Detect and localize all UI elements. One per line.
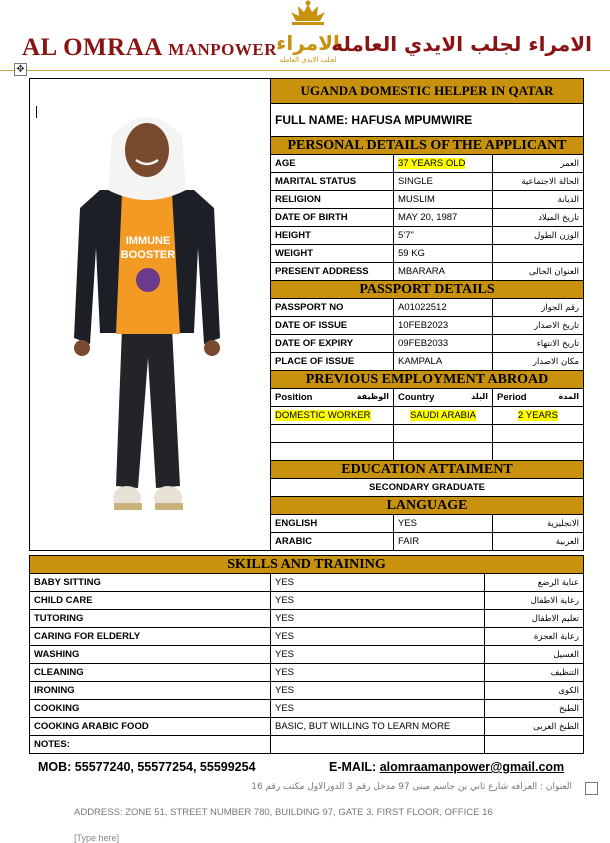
personal-label-ar: العمر [493, 155, 584, 173]
country-value: SAUDI ARABIA [410, 410, 476, 421]
skill-value: BASIC, BUT WILLING TO LEARN MORE [271, 718, 485, 736]
language-value: YES [394, 515, 493, 533]
personal-value: MBARARA [394, 263, 493, 281]
col-country-header [394, 389, 493, 407]
skill-row [30, 628, 584, 646]
personal-value: 59 KG [394, 245, 493, 263]
personal-section-title: PERSONAL DETAILS OF THE APPLICANT [271, 137, 584, 155]
skill-row [30, 664, 584, 682]
table-move-handle-icon[interactable]: ✥ [14, 63, 27, 76]
personal-label-ar: الوزن الطول [493, 227, 584, 245]
employment-position [271, 407, 394, 425]
skill-row [30, 646, 584, 664]
skill-value: YES [271, 646, 485, 664]
col-country-label: Country [398, 392, 435, 403]
skills-table [29, 555, 584, 754]
passport-label-ar: تاريخ الاصدار [493, 317, 584, 335]
passport-label: DATE OF EXPIRY [271, 335, 394, 353]
brand-name-en [22, 34, 277, 62]
skill-label: BABY SITTING [30, 574, 271, 592]
employment-country [394, 407, 493, 425]
skill-row [30, 574, 584, 592]
col-position-label-ar: الوظيفة [356, 392, 389, 401]
skill-row [30, 682, 584, 700]
employment-section-title: PREVIOUS EMPLOYMENT ABROAD [271, 371, 584, 389]
personal-value: 5’7” [394, 227, 493, 245]
language-label-ar: العربية [493, 533, 584, 551]
email-label: E-MAIL: [329, 760, 377, 774]
skill-label-ar: الكوى [485, 682, 584, 700]
notes-value [271, 736, 485, 754]
full-name: FULL NAME: HAFUSA MPUMWIRE [271, 104, 584, 137]
passport-label-ar: رقم الجواز [493, 299, 584, 317]
skill-label: CLEANING [30, 664, 271, 682]
position-value: DOMESTIC WORKER [275, 410, 371, 421]
education-section-title: EDUCATION ATTAIMENT [271, 461, 584, 479]
logo-text: الامراء [276, 31, 340, 55]
personal-value: MAY 20, 1987 [394, 209, 493, 227]
language-label: ARABIC [271, 533, 394, 551]
applicant-photo [30, 98, 268, 538]
language-value: FAIR [394, 533, 493, 551]
shirt-text-2: BOOSTER [120, 249, 176, 261]
passport-value: 10FEB2023 [394, 317, 493, 335]
passport-label: PLACE OF ISSUE [271, 353, 394, 371]
skill-label: COOKING ARABIC FOOD [30, 718, 271, 736]
skill-value: YES [271, 664, 485, 682]
address-ar: العنوان : العرافه شارع ثاني بن جاسم مبنى 97 مدخل رقم 3 الدورالاول مكتب رقم 16 [251, 782, 572, 792]
notes-label: NOTES: [30, 736, 271, 754]
skill-label-ar: رعاية الاطفال [485, 592, 584, 610]
footer-checkbox[interactable] [585, 782, 598, 795]
passport-value: A01022512 [394, 299, 493, 317]
skill-label-ar: الغسيل [485, 646, 584, 664]
phone-numbers: MOB: 55577240, 55577254, 55599254 [38, 760, 256, 774]
skill-value: YES [271, 574, 485, 592]
col-period-label: Period [497, 392, 527, 403]
skill-row [30, 736, 584, 754]
col-position-header [271, 389, 394, 407]
skill-label-ar: رعاية العجزة [485, 628, 584, 646]
personal-value [394, 155, 493, 173]
email-link[interactable]: alomraamanpower@gmail.com [379, 760, 565, 774]
personal-label-ar: الحالة الاجتماعية [493, 173, 584, 191]
skill-label: CARING FOR ELDERLY [30, 628, 271, 646]
passport-label: DATE OF ISSUE [271, 317, 394, 335]
brand-name-ar: الامراء لجلب الايدي العامله [331, 32, 592, 56]
skill-label: COOKING [30, 700, 271, 718]
language-label-ar: الانجليزية [493, 515, 584, 533]
personal-label-ar [493, 245, 584, 263]
passport-value: 09FEB2033 [394, 335, 493, 353]
passport-value: KAMPALA [394, 353, 493, 371]
skill-label-ar: عناية الرضع [485, 574, 584, 592]
col-country-label-ar: البلد [471, 392, 488, 401]
address-en: ADDRESS: ZONE 51, STREET NUMBER 780, BUILDING 97, GATE 3, FIRST FLOOR, OFFICE 16 [74, 807, 493, 818]
language-section-title: LANGUAGE [271, 497, 584, 515]
language-label: ENGLISH [271, 515, 394, 533]
shirt-text-1: IMMUNE [125, 235, 171, 247]
header-divider [0, 70, 610, 71]
skill-label: IRONING [30, 682, 271, 700]
passport-section-title: PASSPORT DETAILS [271, 281, 584, 299]
personal-label: DATE OF BIRTH [271, 209, 394, 227]
brand-name-en-sub: MANPOWER [168, 40, 278, 59]
period-value: 2 YEARS [518, 410, 558, 421]
logo-subtext: لجلب الايدي العامله [279, 56, 337, 64]
skill-value: YES [271, 628, 485, 646]
brand-name-en-main: AL OMRAA [22, 34, 162, 61]
personal-value: MUSLIM [394, 191, 493, 209]
skill-label: CHILD CARE [30, 592, 271, 610]
passport-label-ar: تاريخ الانتهاء [493, 335, 584, 353]
personal-label: MARITAL STATUS [271, 173, 394, 191]
personal-label: AGE [271, 155, 394, 173]
col-period-label-ar: المدة [558, 392, 580, 401]
email-line [329, 760, 564, 774]
skill-value: YES [271, 592, 485, 610]
personal-value: SINGLE [394, 173, 493, 191]
education-value: SECONDARY GRADUATE [271, 479, 584, 497]
skill-row [30, 700, 584, 718]
age-highlight: 37 YEARS OLD [398, 158, 466, 169]
skill-label: TUTORING [30, 610, 271, 628]
personal-label-ar: الديانة [493, 191, 584, 209]
personal-label-ar: تاريخ الميلاد [493, 209, 584, 227]
personal-label-ar: العنوان الحالى [493, 263, 584, 281]
passport-label-ar: مكان الاصدار [493, 353, 584, 371]
personal-label: WEIGHT [271, 245, 394, 263]
skill-row [30, 610, 584, 628]
skill-value: YES [271, 682, 485, 700]
skill-value: YES [271, 700, 485, 718]
skill-label: WASHING [30, 646, 271, 664]
document-title: UGANDA DOMESTIC HELPER IN QATAR [271, 79, 584, 104]
passport-label: PASSPORT NO [271, 299, 394, 317]
skill-label-ar: تعليم الاطفال [485, 610, 584, 628]
personal-label: RELIGION [271, 191, 394, 209]
col-period-header [493, 389, 584, 407]
footer-placeholder[interactable]: [Type here] [74, 833, 120, 843]
skill-value: YES [271, 610, 485, 628]
skill-label-ar: التنظيف [485, 664, 584, 682]
notes-label-ar [485, 736, 584, 754]
personal-label: PRESENT ADDRESS [271, 263, 394, 281]
skill-row [30, 592, 584, 610]
skill-label-ar: الطبخ العربى [485, 718, 584, 736]
employment-period [493, 407, 584, 425]
skill-label-ar: الطبخ [485, 700, 584, 718]
personal-label: HEIGHT [271, 227, 394, 245]
skill-row [30, 718, 584, 736]
skills-section-title: SKILLS AND TRAINING [30, 556, 584, 574]
col-position-label: Position [275, 392, 313, 403]
